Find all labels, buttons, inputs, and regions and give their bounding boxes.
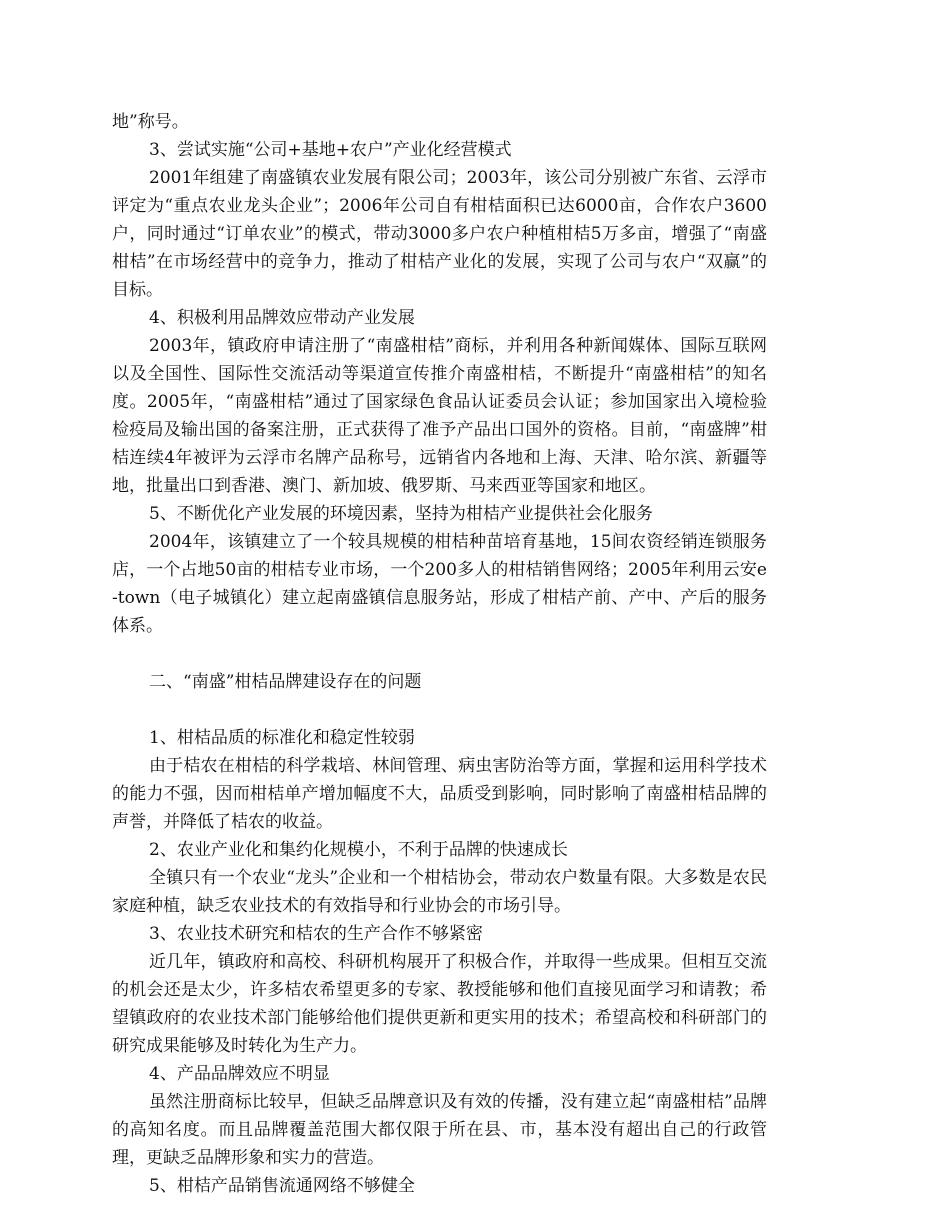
- section-title: 二、“南盛”柑桔品牌建设存在的问题: [149, 672, 422, 692]
- paragraph: 由于桔农在柑桔的科学栽培、林间管理、病虫害防治等方面，掌握和运用科学技术的能力不强，因而柑桔单产增加幅度不大，品质受到影响，同时影响了南盛柑桔品牌的声誉，并降低了桔农的收益。: [112, 756, 767, 832]
- subheading-5: 5、不断优化产业发展的环境因素，坚持为柑桔产业提供社会化服务: [149, 504, 653, 524]
- paragraph: 2001年组建了南盛镇农业发展有限公司；2003年，该公司分别被广东省、云浮市评定为“重点农业龙头企业”；2006年公司自有柑桔面积已达6000亩，合作农户3600户，同时通过“订单农业”的模式，带动3000多户农户种植柑桔5万多亩，增强了“南盛柑桔”在市场经营中的竞争力，推动了柑桔产业化的发展，实现了公司与农户“双赢”的目标。: [112, 168, 767, 300]
- subheading-3: 3、尝试实施“公司+基地+农户”产业化经营模式: [149, 140, 512, 160]
- problem-heading-1: 1、柑桔品质的标准化和稳定性较弱: [149, 728, 415, 748]
- paragraph: 近几年，镇政府和高校、科研机构展开了积极合作，并取得一些成果。但相互交流的机会还是太少，许多桔农希望更多的专家、教授能够和他们直接见面学习和请教；希望镇政府的农业技术部门能够给他们提供更新和更实用的技术；希望高校和科研部门的研究成果能够及时转化为生产力。: [112, 952, 767, 1056]
- paragraph: 虽然注册商标比较早，但缺乏品牌意识及有效的传播，没有建立起“南盛柑桔”品牌的高知名度。而且品牌覆盖范围大都仅限于所在县、市，基本没有超出自己的行政管理，更缺乏品牌形象和实力的营造。: [112, 1092, 767, 1168]
- problem-heading-2: 2、农业产业化和集约化规模小，不利于品牌的快速成长: [149, 840, 568, 860]
- paragraph: 2004年，该镇建立了一个较具规模的柑桔种苗培育基地，15间农资经销连锁服务店，一个占地50亩的柑桔专业市场，一个200多人的柑桔销售网络；2005年利用云安e-town（电子城镇化）建立起南盛镇信息服务站，形成了柑桔产前、产中、产后的服务体系。: [112, 532, 767, 636]
- paragraph-fragment: 地”称号。: [112, 112, 189, 132]
- paragraph: 全镇只有一个农业“龙头”企业和一个柑桔协会，带动农户数量有限。大多数是农民家庭种植，缺乏农业技术的有效指导和行业协会的市场引导。: [112, 868, 767, 916]
- problem-heading-4: 4、产品品牌效应不明显: [149, 1064, 330, 1084]
- problem-heading-3: 3、农业技术研究和桔农的生产合作不够紧密: [149, 924, 483, 944]
- document-body: [112, 108, 767, 1200]
- subheading-4: 4、积极利用品牌效应带动产业发展: [149, 308, 415, 328]
- paragraph: 2003年，镇政府申请注册了“南盛柑桔”商标，并利用各种新闻媒体、国际互联网以及全国性、国际性交流活动等渠道宣传推介南盛柑桔，不断提升“南盛柑桔”的知名度。2005年，“南盛柑桔”通过了国家绿色食品认证委员会认证；参加国家出入境检验检疫局及输出国的备案注册，正式获得了准予产品出口国外的资格。目前，“南盛牌”柑桔连续4年被评为云浮市名牌产品称号，远销省内各地和上海、天津、哈尔滨、新疆等地，批量出口到香港、澳门、新加坡、俄罗斯、马来西亚等国家和地区。: [112, 336, 767, 496]
- problem-heading-5: 5、柑桔产品销售流通网络不够健全: [149, 1176, 415, 1196]
